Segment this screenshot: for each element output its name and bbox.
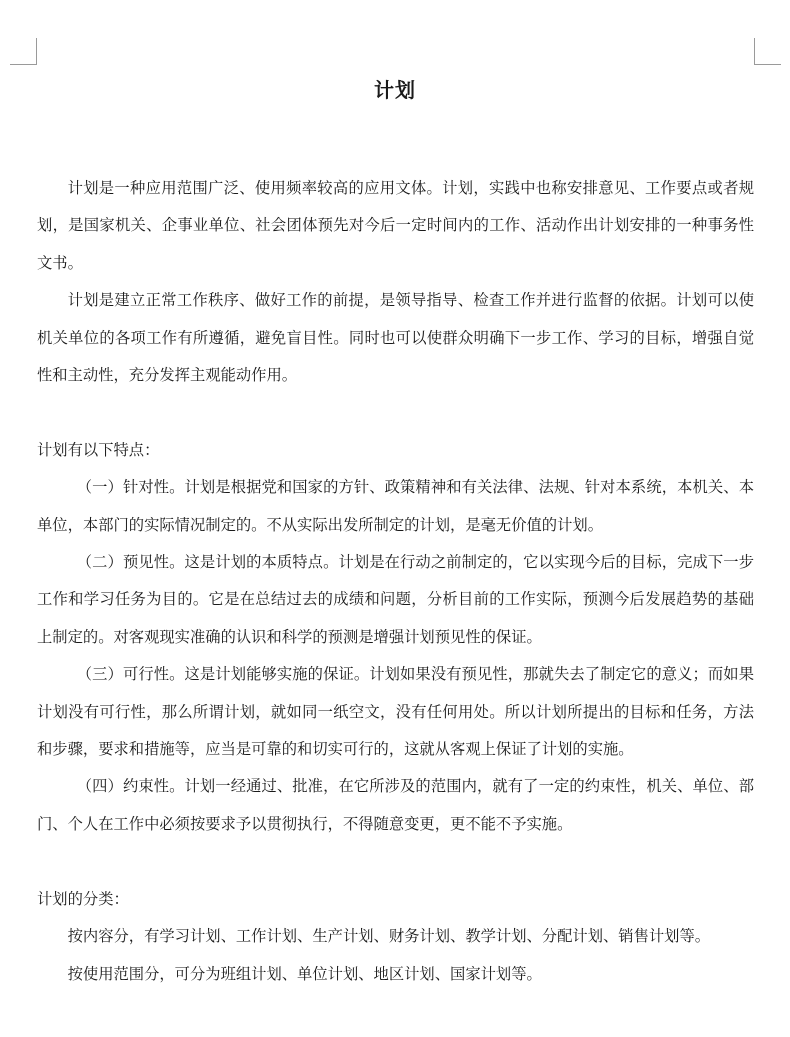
- intro-paragraph-1: 计划是一种应用范围广泛、使用频率较高的应用文体。计划，实践中也称安排意见、工作要点或者规划，是国家机关、企事业单位、社会团体预先对今后一定时间内的工作、活动作出计划安排的一种事务性文书。: [37, 179, 754, 272]
- feature-paragraph-3: （三）可行性。这是计划能够实施的保证。计划如果没有预见性，那就失去了制定它的意义；而如果计划没有可行性，那么所谓计划，就如同一纸空文，没有任何用处。所以计划所提出的目标和任务，方法和步骤，要求和措施等，应当是可靠的和切实可行的，这就从客观上保证了计划的实施。: [37, 665, 754, 759]
- feature-paragraph-1: （一）针对性。计划是根据党和国家的方针、政策精神和有关法律、法规、针对本系统，本机关、本单位，本部门的实际情况制定的。不从实际出发所制定的计划，是毫无价值的计划。: [37, 478, 754, 534]
- category-paragraph-2: 按使用范围分，可分为班组计划、单位计划、地区计划、国家计划等。: [67, 964, 542, 983]
- top-left-margin-mark: [10, 38, 37, 65]
- category-paragraph-1: 按内容分，有学习计划、工作计划、生产计划、财务计划、教学计划、分配计划、销售计划等。: [67, 927, 711, 946]
- features-heading: 计划有以下特点：: [37, 440, 160, 459]
- blank-line: [37, 394, 754, 431]
- feature-paragraph-2: （二）预见性。这是计划的本质特点。计划是在行动之前制定的，它以实现今后的目标，完成下一步工作和学习任务为目的。它是在总结过去的成绩和问题，分析目前的工作实际，预测今后发展趋势的基础上制定的。对客观现实准确的认识和科学的预测是增强计划预见性的保证。: [37, 553, 754, 646]
- intro-paragraph-2: 计划是建立正常工作秩序、做好工作的前提，是领导指导、检查工作并进行监督的依据。计划可以使机关单位的各项工作有所遵循，避免盲目性。同时也可以使群众明确下一步工作、学习的目标，增强自觉性和主动性，充分发挥主观能动作用。: [37, 291, 754, 385]
- document-title: 计划: [374, 78, 416, 102]
- blank-line: [37, 843, 754, 880]
- document-body: [37, 170, 754, 993]
- feature-paragraph-4: （四）约束性。计划一经通过、批准，在它所涉及的范围内，就有了一定的约束性，机关、单位、部门、个人在工作中必须按要求予以贯彻执行，不得随意变更，更不能不予实施。: [37, 777, 754, 833]
- categories-heading: 计划的分类：: [37, 889, 129, 908]
- top-right-margin-mark: [754, 38, 781, 65]
